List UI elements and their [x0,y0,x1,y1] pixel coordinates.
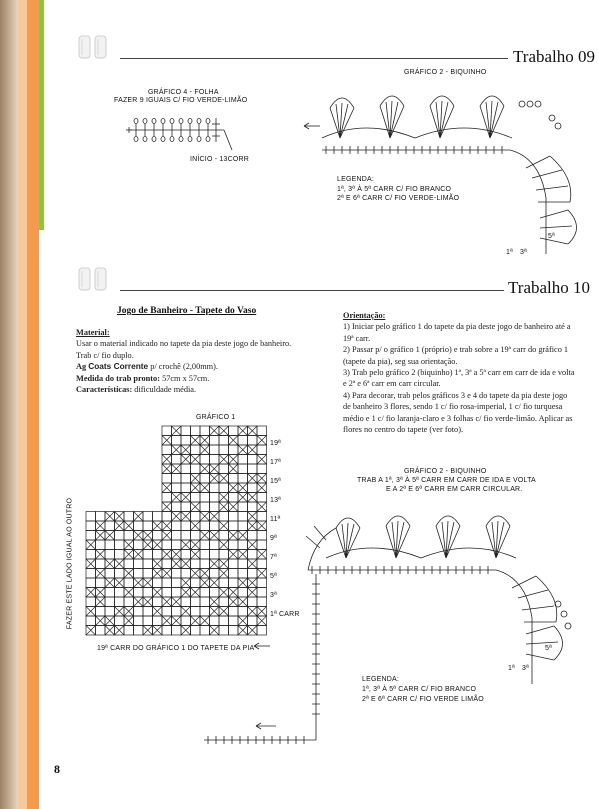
work9-graphic2-legend-2: 2ª E 6ª CARR C/ FIO VERDE-LIMÃO [337,195,460,202]
graphic4-leaf-diagram [124,110,236,154]
thread-spool-icon [76,266,110,292]
section-title-09: Trabalho 09 [513,47,596,66]
material-line-1: Usar o material indicado no tapete da pia deste jogo de banheiro. [76,339,292,349]
work9-graphic2-row-label-1: 1ª [506,249,513,256]
work10-graphic2-title: GRÁFICO 2 - BIQUINHO [404,468,487,475]
work9-graphic2-legend-title: LEGENDA: [337,176,374,183]
work9-graphic2-row-label-5: 5ª [548,233,555,240]
row-label-9: 9ª [270,535,277,542]
page-edge-orange [27,0,39,809]
row-label-5: 5ª [270,573,277,580]
work10-graphic2-row-label-5: 5ª [545,645,552,652]
orientation-step-4: 4) Para decorar, trab pelos gráficos 3 e 4 do tapete da pia deste jogo de banheiro 3 flores, sendo 1 c/ fio rosa-imperial, 1 c/ fio turquesa médio e 1 c/ fio laranja-claro e 3 folhas c/ fio verde-limão. Aplicar as flores no centro do tapete (ver foto). [343,390,573,435]
section-divider-10 [120,290,504,291]
work9-graphic2-row-label-3: 3ª [520,249,527,256]
section-divider-09 [120,58,508,59]
orientation-step-3: 3) Trab pelo gráfico 2 (biquinho) 1ª, 3ª a 5ª carr em carr de ida e volta e 2ª e 6ª carr em carr circular. [343,368,575,389]
ag-rest: p/ crochê (2,00mm). [150,362,218,372]
work10-graphic2-legend-title: LEGENDA: [362,676,399,683]
graphic1-side-label: FAZER ESTE LADO IGUAL AO OUTRO [66,497,74,630]
graphic4-start-label: INÍCIO - 13CORR [190,156,250,163]
work10-graphic2-row-label-3: 3ª [522,665,529,672]
orientation-step-2: 2) Passar p/ o gráfico 1 (próprio) e trab sobre a 19ª carr do gráfico 1 (tapete da pia), seg sua orientação. [343,345,569,366]
work9-graphic2-edging-diagram [300,78,590,258]
ag-label: Ag [76,362,87,372]
work10-graphic2-edging-diagram [196,494,590,758]
work10-graphic2-row-label-1: 1ª [508,665,515,672]
orientation-step-1: 1) Iniciar pelo gráfico 1 do tapete da pia deste jogo de banheiro até a 19ª carr. [343,322,571,343]
orientation-block [343,310,575,435]
graphic1-bottom-label: 19ª CARR DO GRÁFICO 1 DO TAPETE DA PIA [97,645,255,652]
row-label-15: 15ª [270,478,281,485]
row-label-17: 17ª [270,459,281,466]
row-label-1: 1ª CARR [270,611,300,618]
work10-graphic2-subtitle-2: E A 2ª E 6ª CARR EM CARR CIRCULAR. [386,486,523,493]
work9-graphic2-legend-1: 1ª, 3ª À 5ª CARR C/ FIO BRANCO [337,186,452,193]
row-label-7: 7ª [270,554,277,561]
measure-value: 57cm x 57cm. [162,373,210,383]
graphic1-title: GRÁFICO 1 [196,414,236,421]
work10-graphic2-legend-2: 2ª E 6ª CARR C/ FIO VERDE LIMÃO [362,696,484,703]
section-title-10: Trabalho 10 [508,278,591,297]
graphic4-title: GRÁFICO 4 - FOLHA [148,89,219,96]
row-label-11: 11ª [270,516,281,523]
row-label-19: 19ª [270,440,281,447]
row-label-13: 13ª [270,497,281,504]
ag-brand: Coats Corrente [88,361,149,372]
material-line-2: Trab c/ fio duplo. [76,350,134,360]
features-label: Características: [76,385,133,395]
material-block [76,327,326,395]
material-heading: Material: [76,328,110,337]
work9-graphic2-title: GRÁFICO 2 - BIQUINHO [404,69,487,76]
project-title: Jogo de Banheiro - Tapete do Vaso [117,306,257,316]
features-value: dificuldade média. [134,385,197,395]
thread-spool-icon [76,34,110,60]
page-edge-white-line [44,0,46,809]
graphic4-subtitle: FAZER 9 IGUAIS C/ FIO VERDE-LIMÃO [114,97,248,104]
measure-label: Medida do trab pronto: [76,373,160,383]
orientation-heading: Orientação: [343,311,386,320]
page-edge-peach [18,0,27,809]
work10-graphic2-subtitle-1: TRAB A 1ª, 3ª À 5ª CARR EM CARR DE IDA E VOLTA [357,477,536,484]
page-number: 8 [54,762,60,776]
row-label-3: 3ª [270,592,277,599]
page-edge-brown [0,0,18,809]
work10-graphic2-legend-1: 1ª, 3ª À 5ª CARR C/ FIO BRANCO [362,686,477,693]
